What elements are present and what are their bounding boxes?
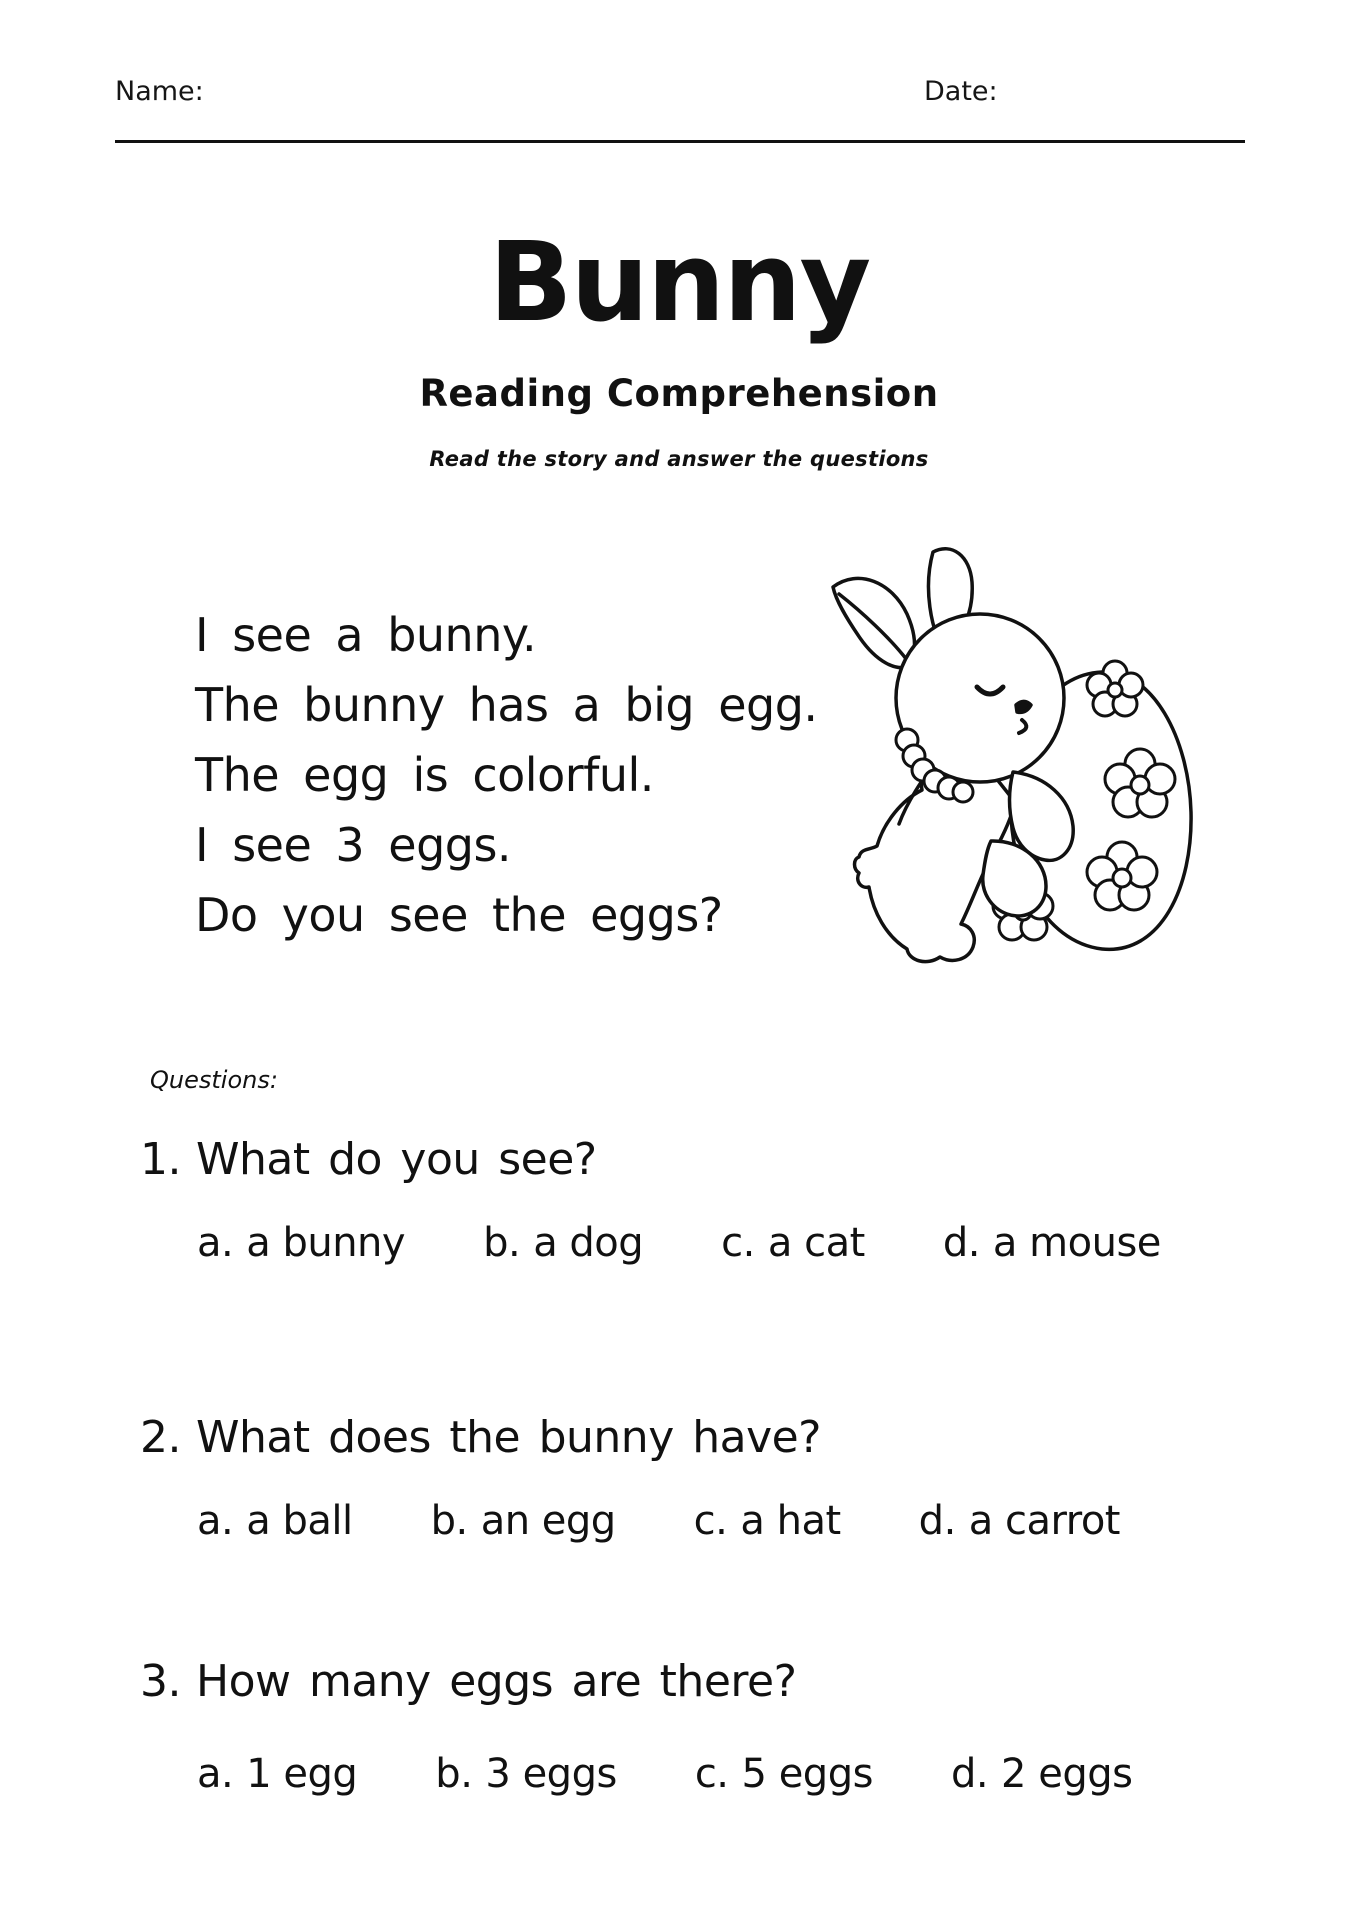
option-a [197, 1220, 405, 1266]
question-1-options [197, 1220, 1161, 1266]
option-text: a dog [533, 1220, 644, 1266]
option-text: a bunny [246, 1220, 406, 1266]
option-text: a carrot [968, 1498, 1120, 1544]
header-rule [115, 140, 1245, 143]
option-c [694, 1498, 841, 1544]
question-3-options [197, 1751, 1132, 1797]
option-d [919, 1498, 1120, 1544]
option-b [435, 1751, 617, 1797]
option-c [721, 1220, 865, 1266]
option-d [951, 1751, 1133, 1797]
option-letter: d. [942, 1220, 980, 1266]
egg-flower [1087, 661, 1143, 716]
question-text: What does the bunny have? [195, 1412, 822, 1463]
option-text: a ball [246, 1498, 353, 1544]
option-text: 3 eggs [485, 1751, 617, 1797]
question-2-options [197, 1498, 1120, 1544]
story-line: The egg is colorful. [195, 748, 654, 802]
questions-label: Questions: [150, 1066, 278, 1094]
option-text: a cat [767, 1220, 865, 1266]
bunny-nose [1016, 702, 1031, 713]
question-text: What do you see? [195, 1134, 597, 1185]
option-d [943, 1220, 1161, 1266]
question-number: 3. [140, 1656, 181, 1707]
instruction-text: Read the story and answer the questions [429, 447, 929, 471]
option-c [695, 1751, 873, 1797]
name-label: Name: [115, 76, 204, 107]
option-text: 5 eggs [741, 1751, 873, 1797]
option-b [431, 1498, 616, 1544]
option-a [197, 1751, 357, 1797]
question-text: How many eggs are there? [195, 1656, 797, 1707]
date-label: Date: [924, 76, 998, 107]
option-letter: a. [197, 1220, 234, 1266]
option-letter: a. [197, 1498, 234, 1544]
option-letter: a. [197, 1751, 234, 1797]
story-line: I see a bunny. [195, 608, 537, 662]
option-a [197, 1498, 353, 1544]
option-text: a hat [740, 1498, 841, 1544]
option-text: an egg [480, 1498, 616, 1544]
option-text: 2 eggs [1001, 1751, 1133, 1797]
question-number: 2. [140, 1412, 181, 1463]
option-letter: c. [693, 1498, 728, 1544]
bunny-illustration [810, 540, 1200, 970]
option-letter: c. [721, 1220, 755, 1266]
option-letter: b. [430, 1498, 468, 1544]
question-number: 1. [140, 1134, 181, 1185]
story-line: The bunny has a big egg. [195, 678, 818, 732]
page-title: Bunny [488, 218, 870, 346]
option-letter: d. [918, 1498, 956, 1544]
question-2 [140, 1412, 821, 1463]
page-subtitle: Reading Comprehension [419, 372, 939, 415]
option-b [483, 1220, 643, 1266]
option-text: 1 egg [246, 1751, 358, 1797]
option-text: a mouse [992, 1220, 1161, 1266]
option-letter: c. [694, 1751, 729, 1797]
option-letter: b. [435, 1751, 473, 1797]
option-letter: d. [950, 1751, 989, 1797]
question-3 [140, 1656, 796, 1707]
story-text [195, 600, 818, 950]
story-line: Do you see the eggs? [195, 888, 723, 942]
option-letter: b. [483, 1220, 521, 1266]
question-1 [140, 1134, 597, 1185]
story-line: I see 3 eggs. [195, 818, 512, 872]
